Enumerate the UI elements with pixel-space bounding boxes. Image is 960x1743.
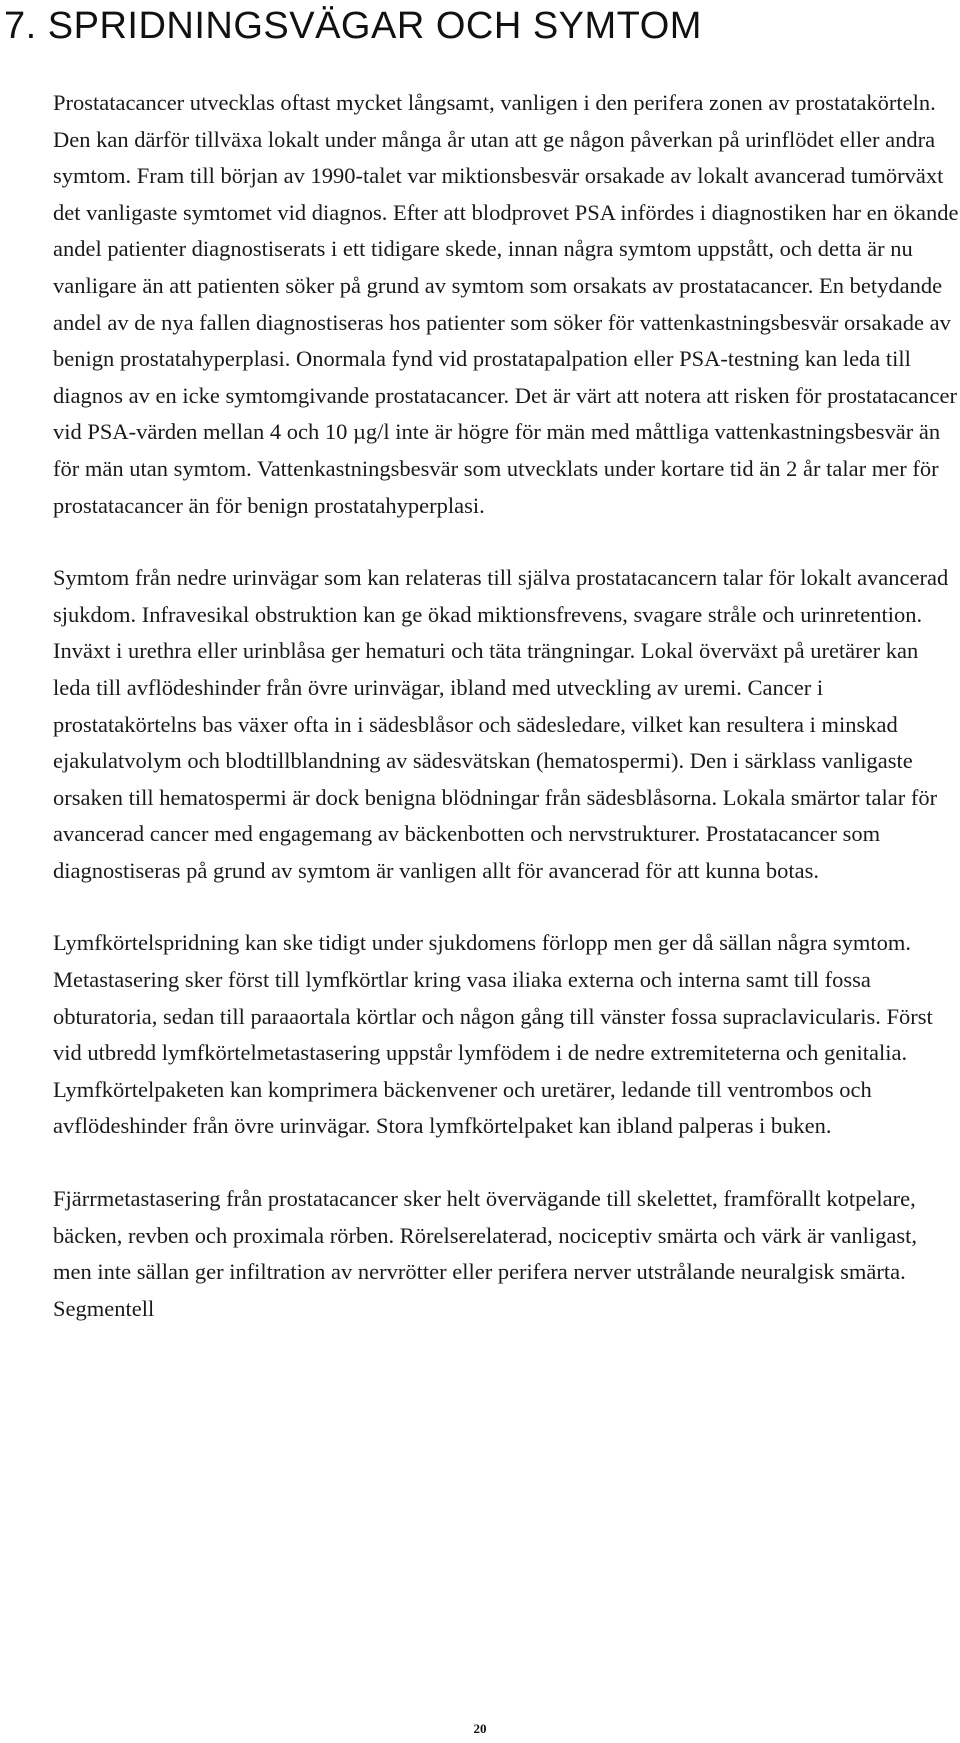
paragraph-distant-metastasis: Fjärrmetastasering från prostatacancer sker helt övervägande till skelettet, framförallt kotpelare, bäcken, revben och proximala rörben. Rörelserelaterad, nociceptiv smärta och värk är vanligast, men inte sällan ger infiltration av nervrötter eller perifera nerver utstrålande neuralgisk smärta. Segmentell: [53, 1186, 918, 1321]
section-heading: 7. SPRIDNINGSVÄGAR OCH SYMTOM: [4, 5, 702, 47]
page-number: 20: [473, 1721, 487, 1736]
paragraph-psa-diagnosis: Prostatacancer utvecklas oftast mycket långsamt, vanligen i den perifera zonen av prostatakörteln. Den kan därför tillväxa lokalt under många år utan att ge någon påverkan på urinflödet eller andra symtom. Fram till början av 1990-talet var miktionsbesvär orsakade av lokalt avancerad tumörväxt det vanligaste symtomet vid diagnos. Efter att blodprovet PSA infördes i diagnostiken har en ökande andel patienter diagnostiserats i ett tidigare skede, innan några symtom uppstått, och detta är nu vanligare än att patienten söker på grund av symtom som orsakats av prostatacancer. En betydande andel av de nya fallen diagnostiseras hos patienter som söker för vattenkastningsbesvär orsakade av benign prostatahyperplasi. Onormala fynd vid prostatapalpation eller PSA-testning kan leda till diagnos av en icke symtomgivande prostatacancer. Det är värt att notera att risken för prostatacancer vid PSA-värden mellan 4 och 10 µg/l inte är högre för män med måttliga vattenkastningsbesvär än för män utan symtom. Vattenkastningsbesvär som utvecklats under kortare tid än 2 år talar mer för prostatacancer än för benign prostatahyperplasi.: [53, 90, 959, 518]
body-text: [53, 85, 960, 1327]
paragraph-lymph-spread: Lymfkörtelspridning kan ske tidigt under sjukdomens förlopp men ger då sällan några symtom. Metastasering sker först till lymfkörtlar kring vasa iliaka externa och interna samt till fossa obturatoria, sedan till paraaortala körtlar och någon gång till vänster fossa supraclavicularis. Först vid utbredd lymfkörtelmetastasering uppstår lymfödem i de nedre extremiteterna och genitalia. Lymfkörtelpaketen kan komprimera bäckenvener och uretärer, ledande till ventrombos och avflödeshinder från övre urinvägar. Stora lymfkörtelpaket kan ibland palperas i buken.: [53, 930, 933, 1139]
paragraph-local-symptoms: Symtom från nedre urinvägar som kan relateras till själva prostatacancern talar för lokalt avancerad sjukdom. Infravesikal obstruktion kan ge ökad miktionsfrevens, svagare stråle och urinretention. Inväxt i urethra eller urinblåsa ger hematuri och täta trängningar. Lokal överväxt på uretärer kan leda till avflödeshinder från övre urinvägar, ibland med utveckling av uremi. Cancer i prostatakörtelns bas växer ofta in i sädesblåsor och sädesledare, vilket kan resultera i minskad ejakulatvolym och blodtillblandning av sädesvätskan (hematospermi). Den i särklass vanligaste orsaken till hematospermi är dock benigna blödningar från sädesblåsorna. Lokala smärtor talar för avancerad cancer med engagemang av bäckenbotten och nervstrukturer. Prostatacancer som diagnostiseras på grund av symtom är vanligen allt för avancerad för att kunna botas.: [53, 565, 949, 883]
